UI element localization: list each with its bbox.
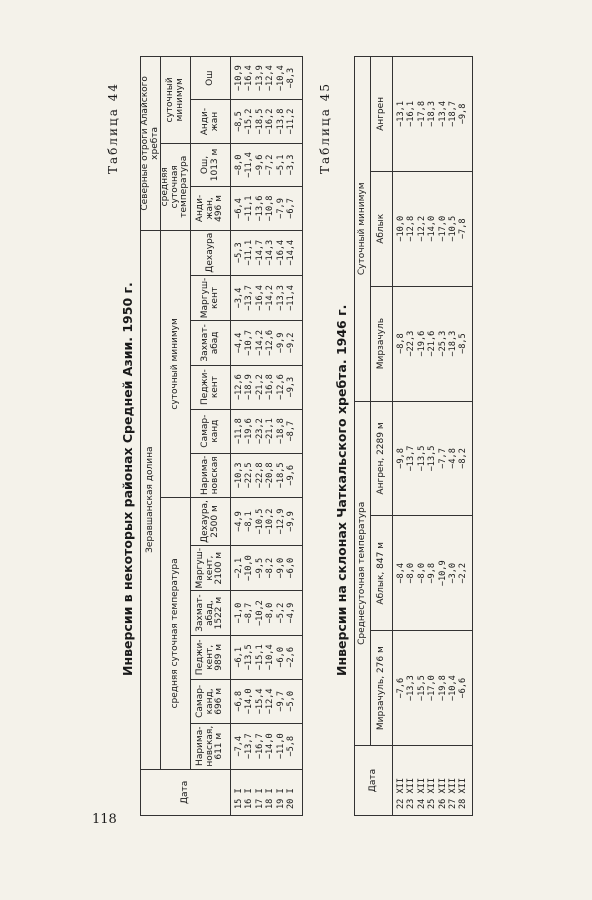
table-44-title: Инверсии в некоторых районах Средней Азии. 1950 г. — [120, 282, 135, 676]
col-header: Анди-жан — [191, 100, 231, 143]
col-header: Педжи-кент — [191, 365, 231, 409]
region-alai: Северные отроги Алайского хребта — [141, 57, 161, 231]
group-daily-min: Суточный минимум — [355, 57, 371, 402]
value-column: −10,9 −16,4 −13,9 −12,4 −10,4 −8,3 — [231, 57, 303, 100]
value-column: −11,8 −19,6 −23,2 −21,1 −18,8 −8,7 — [231, 409, 303, 453]
table-45-title: Инверсии на склонах Чаткальского хребта. 1946 г. — [334, 304, 349, 676]
col-header: Ош — [191, 57, 231, 100]
value-column: −12,6 −18,9 −21,2 −16,8 −12,6 −9,3 — [231, 365, 303, 409]
col-header: Самар-канд — [191, 409, 231, 453]
value-column: −6,8 −14,0 −15,4 −12,4 −9,7 −5,0 — [231, 679, 303, 723]
value-column: −10,0 −12,8 −12,2 −14,0 −17,0 −10,5 −7,8 — [393, 171, 473, 286]
value-column: −7,4 −13,7 −16,7 −14,0 −11,0 −5,8 — [231, 723, 303, 769]
value-column: −4,4 −10,7 −14,2 −12,6 −9,9 −9,2 — [231, 321, 303, 365]
col-header: Аблык, 847 м — [371, 516, 393, 631]
group-avg-temp: Среднесуточная температура — [355, 401, 371, 746]
col-header: Самар-канд, 696 м — [191, 679, 231, 723]
group-daily-min-2: суточный минимум — [161, 57, 191, 144]
col-header: Маргуш-кент, 2100 м — [191, 545, 231, 591]
col-header: Захмат-абад — [191, 321, 231, 365]
col-header: Мирзачуль — [371, 286, 393, 401]
value-column: −10,3 −22,5 −22,8 −20,8 −18,5 −9,6 — [231, 453, 303, 497]
col-header: Педжи-кент, 989 м — [191, 635, 231, 679]
group-avg-temp-2: средняя суточная температура — [161, 143, 191, 230]
date-header: Дата — [141, 769, 231, 815]
table-45 — [354, 56, 473, 816]
value-column: −13,1 −16,1 −17,8 −18,3 −13,4 −18,7 −9,8 — [393, 57, 473, 172]
value-column: −3,4 −13,7 −16,4 −14,2 −13,3 −11,4 — [231, 275, 303, 321]
table-44 — [140, 56, 303, 816]
value-column: −4,9 −8,1 −10,5 −10,2 −12,9 −9,9 — [231, 498, 303, 546]
date-column: 22 XII 23 XII 24 XII 25 XII 26 XII 27 XII 28 XII — [393, 746, 473, 816]
value-column: −7,6 −13,3 −15,5 −17,0 −19,8 −10,4 −6,6 — [393, 631, 473, 746]
rotated-page-content — [106, 56, 484, 816]
col-header: Аблык — [371, 171, 393, 286]
value-column: −6,4 −11,1 −13,6 −10,8 −7,9 −6,7 — [231, 187, 303, 231]
col-header: Анди-жан, 496 м — [191, 187, 231, 231]
page-number: 118 — [92, 812, 117, 827]
value-column: −8,5 −15,2 −18,5 −16,2 −13,8 −11,2 — [231, 100, 303, 143]
col-header: Дехаура, 2500 м — [191, 498, 231, 546]
col-header: Ангрен — [371, 57, 393, 172]
value-column: −9,8 −13,7 −13,5 −13,5 −7,7 −4,8 −8,2 — [393, 401, 473, 516]
date-header: Дата — [355, 746, 393, 816]
value-column: −5,3 −11,1 −14,7 −14,3 −16,4 −14,4 — [231, 230, 303, 275]
value-column: −2,1 −10,0 −9,5 −8,2 −9,0 −6,0 — [231, 545, 303, 591]
value-column: −8,0 −11,4 −9,6 −7,2 −5,1 −3,3 — [231, 143, 303, 186]
col-header: Дехаура — [191, 230, 231, 275]
value-column: −1,0 −8,7 −10,2 −8,0 −5,2 −4,9 — [231, 591, 303, 635]
group-avg-temp: средняя суточная температура — [161, 498, 191, 770]
col-header: Ош, 1013 м — [191, 143, 231, 186]
value-column: −6,1 −13,5 −15,1 −10,4 −6,0 −2,6 — [231, 635, 303, 679]
col-header: Нарима-новская — [191, 453, 231, 497]
value-column: −8,4 −8,0 −8,0 −9,8 −10,9 −3,0 −2,2 — [393, 516, 473, 631]
col-header: Захмат-абад, 1522 м — [191, 591, 231, 635]
table-44-label: Таблица 44 — [106, 82, 120, 174]
group-daily-min: суточный минимум — [161, 230, 191, 497]
col-header: Маргуш-кент — [191, 275, 231, 321]
col-header: Мирзачуль, 276 м — [371, 631, 393, 746]
col-header: Нарима-новская, 611 м — [191, 723, 231, 769]
table-45-label: Таблица 45 — [318, 82, 332, 174]
date-column: 15 I 16 I 17 I 18 I 19 I 20 I — [231, 769, 303, 815]
value-column: −8,8 −22,3 −19,6 −21,6 −25,3 −18,3 −8,5 — [393, 286, 473, 401]
region-zeravshan: Зеравшанская долина — [141, 230, 161, 769]
col-header: Ангрен, 2289 м — [371, 401, 393, 516]
